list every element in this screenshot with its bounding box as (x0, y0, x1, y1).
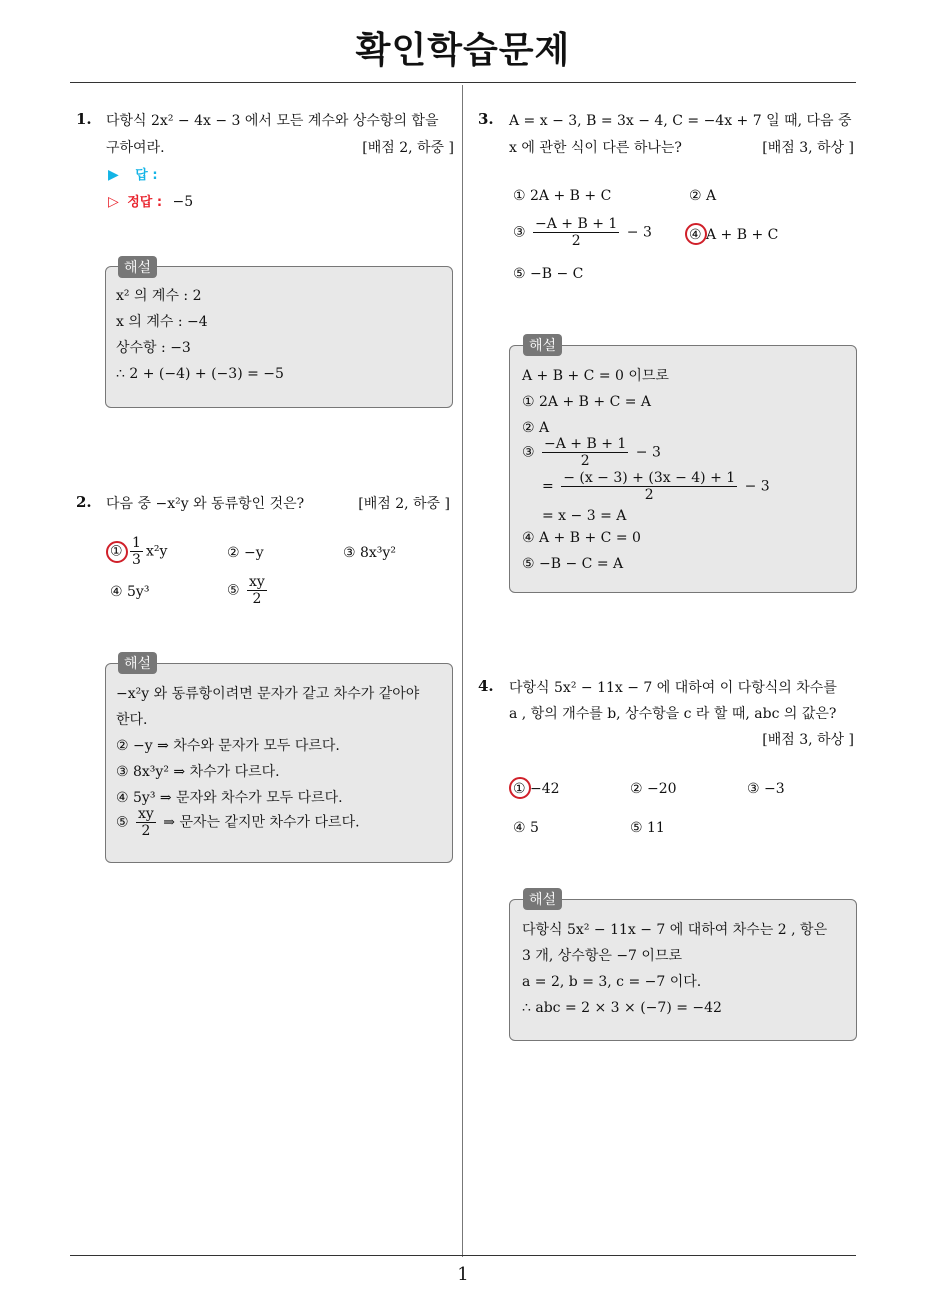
option-5[interactable]: ⑤ −B − C (513, 266, 584, 282)
question-number: 3. (478, 110, 494, 128)
question-number: 1. (76, 110, 92, 128)
solution-line: ∴ 2 + (−4) + (−3) = −5 (116, 366, 284, 382)
solution-line: ③ 8x³y² ⇒ 차수가 다르다. (116, 764, 280, 780)
points-label: [배점 3, 하상 ] (762, 140, 854, 156)
question-text: 구하여라. (106, 140, 165, 156)
answer-row (108, 165, 158, 186)
points-label: [배점 3, 하상 ] (762, 732, 854, 748)
play-outline-icon: ▷ (108, 194, 119, 210)
option-4[interactable]: ④ A + B + C (689, 227, 779, 243)
solution-tag: 해설 (523, 888, 562, 910)
solution-box (509, 899, 857, 1041)
option-2[interactable]: ② −y (227, 545, 264, 561)
correct-answer-label: 정답 : (127, 195, 163, 210)
bottom-rule (70, 1255, 856, 1256)
option-2[interactable]: ② −20 (630, 781, 677, 797)
points-label: [배점 2, 하중 ] (362, 140, 454, 156)
question-text: 다음 중 −x²y 와 동류항인 것은? (106, 496, 305, 512)
question-text: 다항식 5x² − 11x − 7 에 대하여 이 다항식의 차수를 (509, 680, 837, 696)
option-1[interactable]: ① −42 (513, 781, 560, 797)
selected-answer-circle-icon (106, 541, 128, 563)
solution-line: ⑤ −B − C = A (522, 556, 624, 572)
question-text: a , 항의 개수를 b, 상수항을 c 라 할 때, abc 의 값은? (509, 706, 837, 722)
option-mark: ① (110, 543, 123, 560)
option-mark: ③ (513, 224, 526, 241)
solution-box (105, 266, 453, 408)
option-text: − 3 (626, 224, 652, 241)
solution-line: A + B + C = 0 이므로 (522, 368, 669, 384)
solution-tag: 해설 (118, 652, 157, 674)
fraction: $\frac{xy}{2}$ (138, 806, 154, 839)
question-text: 다항식 2x² − 4x − 3 에서 모든 계수와 상수항의 합을 (106, 113, 439, 129)
fraction: $\frac{1}{3}$ (132, 535, 141, 568)
points-label: [배점 2, 하중 ] (358, 496, 450, 512)
play-filled-icon: ▶ (108, 167, 119, 183)
solution-line: 상수항 : −3 (116, 340, 191, 356)
solution-line: 다항식 5x² − 11x − 7 에 대하여 차수는 2 , 항은 (522, 922, 828, 938)
solution-line: x² 의 계수 : 2 (116, 288, 202, 304)
solution-line: x 의 계수 : −4 (116, 314, 208, 330)
question-text: A = x − 3, B = 3x − 4, C = −4x + 7 일 때, 다음 중 (509, 113, 852, 129)
solution-line: ② −y ⇒ 차수와 문자가 모두 다르다. (116, 738, 340, 754)
option-4[interactable]: ④ 5y³ (110, 584, 150, 600)
solution-line: ② A (522, 420, 550, 436)
solution-line: ① 2A + B + C = A (522, 394, 652, 410)
solution-line: ⑤ $\frac{xy}{2}$ ⇒ 문자는 같지만 차수가 다르다. (116, 806, 360, 839)
option-text: x²y (145, 543, 168, 560)
solution-box (509, 345, 857, 593)
question-text: x 에 관한 식이 다른 하나는? (509, 140, 682, 156)
correct-answer-value: −5 (172, 194, 194, 210)
selected-answer-circle-icon (509, 777, 531, 799)
fraction: $\frac{- (x - 3) + (3x - 4) + 1}{2}$ (563, 470, 736, 503)
option-4[interactable]: ④ 5 (513, 820, 539, 836)
top-rule (70, 82, 856, 83)
option-2[interactable]: ② A (689, 188, 717, 204)
column-divider (462, 85, 463, 1257)
solution-box (105, 663, 453, 863)
solution-line: = $\frac{- (x - 3) + (3x - 4) + 1}{2}$ − 3 (542, 470, 770, 503)
solution-line: −x²y 와 동류항이려면 문자가 같고 차수가 같아야 (116, 686, 420, 702)
option-3[interactable]: ③ −3 (747, 781, 785, 797)
solution-line: 한다. (116, 712, 148, 728)
page-number: 1 (457, 1264, 469, 1285)
fraction: $\frac{xy}{2}$ (249, 574, 265, 607)
option-3[interactable]: ③ 8x³y² (343, 545, 396, 561)
solution-line: ④ A + B + C = 0 (522, 530, 641, 546)
solution-line: = x − 3 = A (542, 508, 627, 524)
solution-tag: 해설 (118, 256, 157, 278)
question-number: 4. (478, 677, 494, 695)
answer-label: 답 : (135, 168, 158, 183)
option-3[interactable] (513, 216, 652, 249)
option-5[interactable] (227, 574, 270, 607)
selected-answer-circle-icon (685, 223, 707, 245)
solution-line: a = 2, b = 3, c = −7 이다. (522, 974, 702, 990)
correct-answer-row (108, 192, 193, 213)
option-mark: ⑤ (227, 582, 240, 599)
solution-tag: 해설 (523, 334, 562, 356)
question-number: 2. (76, 493, 92, 511)
solution-line: ∴ abc = 2 × 3 × (−7) = −42 (522, 1000, 722, 1016)
solution-line: 3 개, 상수항은 −7 이므로 (522, 948, 682, 964)
fraction: $\frac{-A + B + 1}{2}$ (535, 216, 618, 249)
page-title: 확인학습문제 (355, 30, 571, 71)
option-5[interactable]: ⑤ 11 (630, 820, 665, 836)
option-1[interactable]: ① 2A + B + C (513, 188, 612, 204)
fraction: $\frac{-A + B + 1}{2}$ (544, 436, 627, 469)
solution-line: ③ $\frac{-A + B + 1}{2}$ − 3 (522, 436, 661, 469)
solution-line: ④ 5y³ ⇒ 문자와 차수가 모두 다르다. (116, 790, 343, 806)
